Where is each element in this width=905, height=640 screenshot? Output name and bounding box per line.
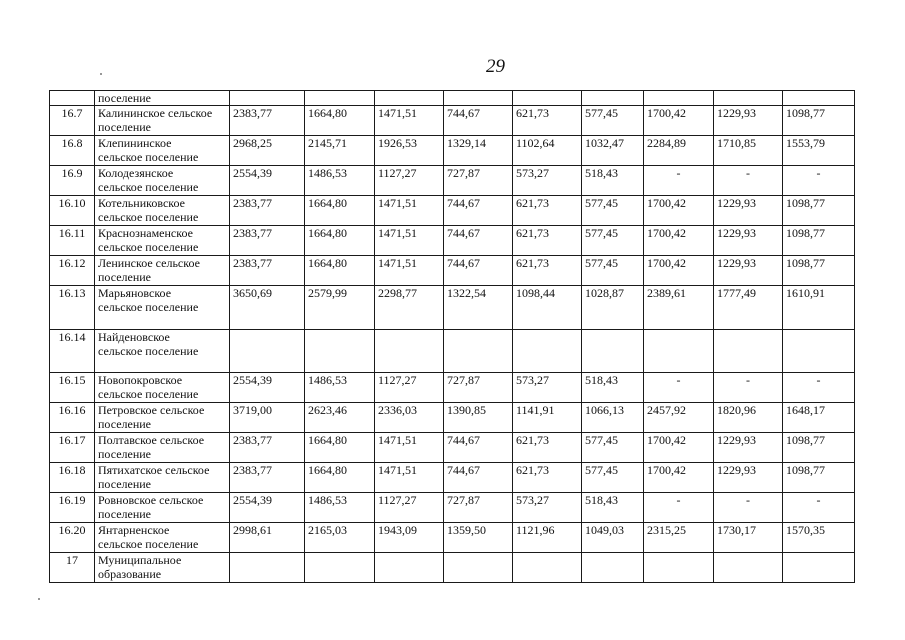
value-cell: 577,45 <box>582 226 644 256</box>
value-cell: 573,27 <box>513 373 582 403</box>
value-cell: 2554,39 <box>230 493 305 523</box>
value-cell: - <box>714 493 783 523</box>
table-row <box>50 463 855 493</box>
value-cell: 1141,91 <box>513 403 582 433</box>
table-body <box>50 91 855 583</box>
value-cell: 1229,93 <box>714 463 783 493</box>
value-cell: 1820,96 <box>714 403 783 433</box>
value-cell: 2579,99 <box>305 286 375 330</box>
settlement-name-line: Полтавское сельское <box>98 433 205 447</box>
value-cell: 577,45 <box>582 196 644 226</box>
value-cell: 1229,93 <box>714 226 783 256</box>
value-cell <box>582 553 644 583</box>
value-cell: 1098,77 <box>783 106 855 136</box>
tariff-table <box>49 90 855 583</box>
value-cell: 1664,80 <box>305 256 375 286</box>
value-cell: 573,27 <box>513 166 582 196</box>
value-cell: - <box>783 166 855 196</box>
row-number-cell <box>50 91 95 106</box>
value-cell: 621,73 <box>513 226 582 256</box>
value-cell: 1926,53 <box>375 136 444 166</box>
value-cell: 744,67 <box>444 106 513 136</box>
row-number-cell: 16.11 <box>50 226 95 256</box>
value-cell: 1121,96 <box>513 523 582 553</box>
value-cell: 1098,77 <box>783 196 855 226</box>
value-cell: 518,43 <box>582 373 644 403</box>
settlement-name-cell <box>95 166 230 196</box>
value-cell <box>305 553 375 583</box>
value-cell: 518,43 <box>582 166 644 196</box>
scan-speck <box>100 73 102 75</box>
settlement-name-line: сельское поселение <box>98 537 199 551</box>
value-cell: 1664,80 <box>305 196 375 226</box>
settlement-name-line: Найденовское <box>98 330 170 344</box>
row-number-cell: 16.19 <box>50 493 95 523</box>
value-cell: 1553,79 <box>783 136 855 166</box>
value-cell <box>714 330 783 373</box>
value-cell: 3719,00 <box>230 403 305 433</box>
value-cell: 2165,03 <box>305 523 375 553</box>
value-cell: 1486,53 <box>305 373 375 403</box>
row-number-cell: 16.10 <box>50 196 95 226</box>
settlement-name-line: сельское поселение <box>98 344 199 358</box>
value-cell: 1610,91 <box>783 286 855 330</box>
settlement-name-cell <box>95 286 230 330</box>
value-cell: 1032,47 <box>582 136 644 166</box>
settlement-name-line: образование <box>98 567 162 581</box>
settlement-name-line: поселение <box>98 120 152 134</box>
row-number-cell: 16.18 <box>50 463 95 493</box>
value-cell: 2383,77 <box>230 256 305 286</box>
settlement-name-line: поселение <box>98 270 152 284</box>
value-cell: 727,87 <box>444 166 513 196</box>
settlement-name-cell <box>95 553 230 583</box>
row-number-cell: 16.12 <box>50 256 95 286</box>
page-number: 29 <box>486 56 505 77</box>
value-cell: 744,67 <box>444 196 513 226</box>
value-cell: 1664,80 <box>305 226 375 256</box>
value-cell: 2383,77 <box>230 106 305 136</box>
settlement-name-line: сельское поселение <box>98 180 199 194</box>
settlement-name-line: поселение <box>98 477 152 491</box>
value-cell <box>230 330 305 373</box>
row-number-cell: 17 <box>50 553 95 583</box>
settlement-name-line: Муниципальное <box>98 553 182 567</box>
table-row <box>50 553 855 583</box>
value-cell: 744,67 <box>444 433 513 463</box>
settlement-name-cell <box>95 330 230 373</box>
value-cell: 727,87 <box>444 493 513 523</box>
value-cell <box>375 91 444 106</box>
table-row <box>50 373 855 403</box>
value-cell: 727,87 <box>444 373 513 403</box>
value-cell: 577,45 <box>582 463 644 493</box>
value-cell: 621,73 <box>513 463 582 493</box>
value-cell: 744,67 <box>444 463 513 493</box>
value-cell: 1098,77 <box>783 463 855 493</box>
value-cell <box>714 553 783 583</box>
settlement-name-line: Марьяновское <box>98 286 172 300</box>
value-cell: 1471,51 <box>375 106 444 136</box>
value-cell: 2998,61 <box>230 523 305 553</box>
settlement-name-cell <box>95 226 230 256</box>
value-cell: 1730,17 <box>714 523 783 553</box>
value-cell: 1049,03 <box>582 523 644 553</box>
value-cell: 1229,93 <box>714 433 783 463</box>
value-cell: - <box>783 493 855 523</box>
settlement-name-line: Ровновское сельское <box>98 493 204 507</box>
value-cell: 2968,25 <box>230 136 305 166</box>
value-cell <box>375 330 444 373</box>
settlement-name-line: Колодезянское <box>98 166 174 180</box>
value-cell <box>783 91 855 106</box>
value-cell: 1570,35 <box>783 523 855 553</box>
settlement-name-line: поселение <box>98 417 152 431</box>
settlement-name-cell <box>95 256 230 286</box>
value-cell: 1486,53 <box>305 166 375 196</box>
settlement-name-line: поселение <box>98 507 152 521</box>
value-cell: 2383,77 <box>230 433 305 463</box>
value-cell: 2623,46 <box>305 403 375 433</box>
value-cell: 573,27 <box>513 493 582 523</box>
value-cell: 1486,53 <box>305 493 375 523</box>
table-row <box>50 403 855 433</box>
value-cell: 1229,93 <box>714 106 783 136</box>
row-number-cell: 16.16 <box>50 403 95 433</box>
value-cell: 2284,89 <box>644 136 714 166</box>
table-row <box>50 166 855 196</box>
value-cell <box>305 330 375 373</box>
value-cell: 1229,93 <box>714 256 783 286</box>
value-cell <box>582 91 644 106</box>
value-cell: - <box>644 166 714 196</box>
value-cell: 621,73 <box>513 433 582 463</box>
value-cell: 2383,77 <box>230 463 305 493</box>
settlement-name-line: Ленинское сельское <box>98 256 200 270</box>
table-row <box>50 196 855 226</box>
settlement-name-line: Краснознаменское <box>98 226 193 240</box>
value-cell: 621,73 <box>513 256 582 286</box>
value-cell <box>783 553 855 583</box>
value-cell: 1127,27 <box>375 373 444 403</box>
value-cell <box>513 553 582 583</box>
settlement-name-cell <box>95 136 230 166</box>
table-row <box>50 330 855 373</box>
value-cell: 621,73 <box>513 106 582 136</box>
value-cell: 518,43 <box>582 493 644 523</box>
value-cell: 744,67 <box>444 226 513 256</box>
settlement-name-line: сельское поселение <box>98 387 199 401</box>
value-cell: 2315,25 <box>644 523 714 553</box>
value-cell <box>644 330 714 373</box>
value-cell <box>375 553 444 583</box>
settlement-name-cell <box>95 91 230 106</box>
value-cell <box>230 553 305 583</box>
value-cell: 1664,80 <box>305 463 375 493</box>
value-cell: 1471,51 <box>375 463 444 493</box>
value-cell: 1329,14 <box>444 136 513 166</box>
settlement-name-line: сельское поселение <box>98 300 199 314</box>
settlement-name-line: сельское поселение <box>98 240 199 254</box>
value-cell: 1359,50 <box>444 523 513 553</box>
value-cell <box>714 91 783 106</box>
value-cell: 1700,42 <box>644 463 714 493</box>
value-cell: 1229,93 <box>714 196 783 226</box>
value-cell <box>444 553 513 583</box>
value-cell: 1098,77 <box>783 433 855 463</box>
value-cell: 1700,42 <box>644 433 714 463</box>
value-cell: 2383,77 <box>230 226 305 256</box>
value-cell: 2554,39 <box>230 373 305 403</box>
value-cell: - <box>644 373 714 403</box>
settlement-name-cell <box>95 403 230 433</box>
settlement-name-line: Калининское сельское <box>98 106 213 120</box>
settlement-name-cell <box>95 196 230 226</box>
value-cell: - <box>714 166 783 196</box>
value-cell <box>644 91 714 106</box>
table-row <box>50 106 855 136</box>
settlement-name-cell <box>95 433 230 463</box>
value-cell: 1700,42 <box>644 106 714 136</box>
value-cell: - <box>644 493 714 523</box>
settlement-name-cell <box>95 106 230 136</box>
row-number-cell: 16.9 <box>50 166 95 196</box>
value-cell: 1471,51 <box>375 226 444 256</box>
row-number-cell: 16.13 <box>50 286 95 330</box>
value-cell: 577,45 <box>582 256 644 286</box>
settlement-name-line: Клепининское <box>98 136 172 150</box>
row-number-cell: 16.14 <box>50 330 95 373</box>
value-cell: 1127,27 <box>375 166 444 196</box>
value-cell: 1471,51 <box>375 433 444 463</box>
value-cell: 3650,69 <box>230 286 305 330</box>
scan-speck <box>38 598 40 600</box>
table-row <box>50 91 855 106</box>
settlement-name-line: поселение <box>98 447 152 461</box>
value-cell: 2145,71 <box>305 136 375 166</box>
value-cell <box>513 330 582 373</box>
row-number-cell: 16.20 <box>50 523 95 553</box>
value-cell: 1028,87 <box>582 286 644 330</box>
settlement-name-line: Новопокровское <box>98 373 183 387</box>
value-cell <box>444 91 513 106</box>
value-cell <box>305 91 375 106</box>
value-cell <box>513 91 582 106</box>
settlement-name-cell <box>95 493 230 523</box>
settlement-name-line: Янтарненское <box>98 523 170 537</box>
value-cell: 577,45 <box>582 433 644 463</box>
settlement-name-line: сельское поселение <box>98 210 199 224</box>
settlement-name-line: Петровское сельское <box>98 403 205 417</box>
value-cell: 1471,51 <box>375 256 444 286</box>
value-cell: 2457,92 <box>644 403 714 433</box>
table-row <box>50 226 855 256</box>
table-row <box>50 433 855 463</box>
settlement-name-cell <box>95 523 230 553</box>
value-cell <box>783 330 855 373</box>
value-cell: 1098,77 <box>783 256 855 286</box>
table-row <box>50 523 855 553</box>
value-cell: 1943,09 <box>375 523 444 553</box>
table-row <box>50 256 855 286</box>
value-cell: 1664,80 <box>305 106 375 136</box>
value-cell: 1710,85 <box>714 136 783 166</box>
value-cell: 577,45 <box>582 106 644 136</box>
value-cell: 2389,61 <box>644 286 714 330</box>
value-cell: 2336,03 <box>375 403 444 433</box>
value-cell <box>444 330 513 373</box>
value-cell: 1127,27 <box>375 493 444 523</box>
row-number-cell: 16.17 <box>50 433 95 463</box>
value-cell: 2554,39 <box>230 166 305 196</box>
value-cell: 621,73 <box>513 196 582 226</box>
settlement-name-line: Котельниковское <box>98 196 185 210</box>
value-cell <box>582 330 644 373</box>
table-row <box>50 136 855 166</box>
value-cell: 744,67 <box>444 256 513 286</box>
value-cell <box>230 91 305 106</box>
value-cell: - <box>714 373 783 403</box>
value-cell: 2298,77 <box>375 286 444 330</box>
settlement-name: поселение <box>98 91 152 105</box>
settlement-name-cell <box>95 463 230 493</box>
row-number-cell: 16.8 <box>50 136 95 166</box>
value-cell: 1648,17 <box>783 403 855 433</box>
value-cell: 1471,51 <box>375 196 444 226</box>
row-number-cell: 16.7 <box>50 106 95 136</box>
settlement-name-cell <box>95 373 230 403</box>
row-number-cell: 16.15 <box>50 373 95 403</box>
table-row <box>50 286 855 330</box>
value-cell: 1066,13 <box>582 403 644 433</box>
value-cell: 1664,80 <box>305 433 375 463</box>
value-cell: 1102,64 <box>513 136 582 166</box>
value-cell: 1322,54 <box>444 286 513 330</box>
value-cell: 1098,77 <box>783 226 855 256</box>
settlement-name-line: сельское поселение <box>98 150 199 164</box>
table-row <box>50 493 855 523</box>
value-cell: 1700,42 <box>644 226 714 256</box>
value-cell <box>644 553 714 583</box>
value-cell: 2383,77 <box>230 196 305 226</box>
value-cell: 1098,44 <box>513 286 582 330</box>
value-cell: 1390,85 <box>444 403 513 433</box>
value-cell: 1700,42 <box>644 256 714 286</box>
value-cell: - <box>783 373 855 403</box>
settlement-name-line: Пятихатское сельское <box>98 463 210 477</box>
value-cell: 1777,49 <box>714 286 783 330</box>
value-cell: 1700,42 <box>644 196 714 226</box>
